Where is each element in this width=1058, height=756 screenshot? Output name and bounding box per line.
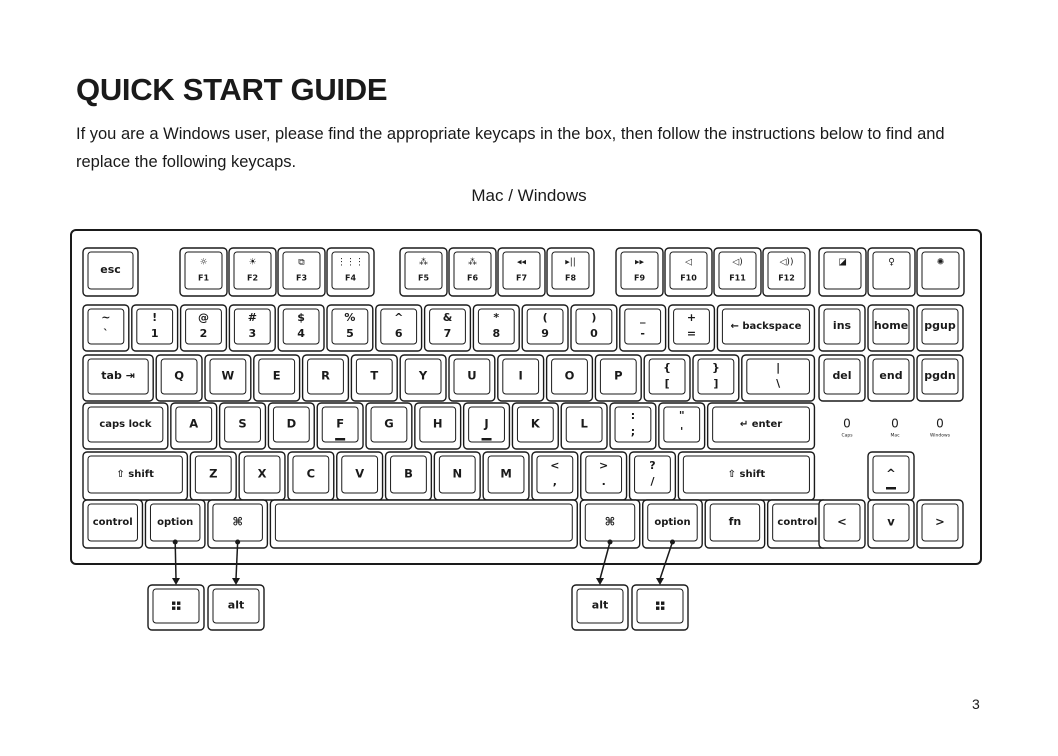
key-v [337,452,383,500]
key-legend: del [832,369,852,382]
indicator-label: Caps [841,433,853,439]
key-backtick [83,305,129,351]
key-8 [473,305,519,351]
key-f12 [763,248,810,296]
key-legend: T [370,368,379,383]
key-top-legend: _ [639,311,646,324]
key-9 [522,305,568,351]
key-mic [868,248,915,296]
key-fn [705,500,764,548]
key-s [220,403,266,449]
key-bottom-legend: 4 [297,327,305,340]
key-c [288,452,334,500]
key-legend: > [935,514,945,529]
key-rshift [678,452,814,500]
key-fn-legend: F9 [633,273,646,283]
key-space [270,500,577,548]
key-backslash [742,355,815,401]
key-3 [229,305,275,351]
indicator-symbol: 0 [936,416,944,431]
key-quote [659,403,705,449]
key-bottom-legend: 0 [590,327,598,340]
arrow-origin-dot [608,540,613,545]
key-legend: Q [174,368,184,383]
key-legend: C [306,466,316,481]
key-legend: control [92,517,133,528]
key-legend: A [189,416,199,431]
key-legend: E [272,368,281,383]
key-legend: end [879,369,903,382]
key-legend: L [580,416,588,431]
key-top-legend: * [493,311,500,324]
arrowhead-icon [172,578,180,585]
key-icon-legend: ✺ [936,257,945,268]
keycap-top [275,504,572,541]
key-top-legend: < [550,459,560,472]
key-n [434,452,480,500]
key-legend: R [321,368,330,383]
key-down [868,500,914,548]
key-top-legend: # [247,311,257,324]
key-legend: N [452,466,463,481]
key-ins [819,305,865,351]
key-6 [376,305,422,351]
key-legend: G [384,416,394,431]
key-f10 [665,248,712,296]
page-number: 3 [972,696,980,712]
key-legend: ⌘ [232,514,243,529]
indicator-label: Windows [929,433,951,439]
key-legend: U [467,368,477,383]
key-legend: V [355,466,365,481]
arrow-origin-dot [173,540,178,545]
key-legend: pgup [924,319,956,332]
key-1 [132,305,178,351]
indicator-symbol: 0 [891,416,899,431]
keycap-top [637,589,683,623]
key-0 [571,305,617,351]
key-f4 [327,248,374,296]
key-legend: fn [728,515,742,528]
replacement-key-win-left [148,585,204,630]
key-b [386,452,432,500]
key-y [400,355,446,401]
layout-subtitle: Mac / Windows [471,186,587,205]
replacement-key-alt-left [208,585,264,630]
key-fn-legend: F12 [778,273,795,283]
key-lcontrol [83,500,142,548]
key-icon-legend: ⁂ [419,257,428,268]
key-icon-legend: ◪ [838,257,847,268]
replacement-key-alt-right [572,585,628,630]
key-legend: ← backspace [730,321,802,332]
key-f [317,403,363,449]
key-fn-legend: F2 [246,273,259,283]
key-semicolon [610,403,656,449]
key-d [268,403,314,449]
key-legend: caps lock [99,419,152,430]
key-pgup [917,305,963,351]
key-period [581,452,627,500]
key-top-legend: @ [198,311,209,324]
key-top-legend: { [663,361,672,374]
key-f8 [547,248,594,296]
key-fn-legend: F3 [295,273,308,283]
key-top-legend: ! [152,311,158,324]
key-q [156,355,202,401]
key-o [547,355,593,401]
key-bottom-legend: 8 [492,327,501,340]
key-a [171,403,217,449]
key-p [595,355,641,401]
key-legend: Z [209,466,218,481]
key-legend: P [614,368,623,383]
key-top-legend: ( [542,311,548,324]
key-capslock [83,403,168,449]
key-top-legend: $ [297,311,305,324]
key-legend: option [654,517,691,528]
page-title: QUICK START GUIDE [76,72,388,107]
arrow-origin-dot [235,540,240,545]
key-icon-legend: ▸▸ [634,257,645,268]
key-up [868,452,914,500]
key-j [464,403,510,449]
key-rcontrol [768,500,827,548]
indicator-symbol: 0 [843,416,851,431]
key-lbracket [644,355,690,401]
homing-bump [482,438,492,441]
key-f11 [714,248,761,296]
key-backspace [717,305,814,351]
homing-bump [335,438,345,441]
key-e [254,355,300,401]
replacement-key-win-right [632,585,688,630]
key-icon-legend: ⋮⋮⋮ [337,257,364,268]
key-legend: ⌘ [604,514,616,529]
key-f9 [616,248,663,296]
key-legend: J [484,416,489,431]
key-legend: H [432,416,443,431]
key-legend: ↵ enter [739,419,783,430]
key-legend: < [837,514,847,529]
key-legend: K [530,416,540,431]
key-bottom-legend: [ [664,377,670,390]
key-w [205,355,251,401]
key-f7 [498,248,545,296]
key-bottom-legend: ` [103,327,109,340]
key-fn-legend: F7 [515,273,528,283]
key-legend: S [238,416,247,431]
key-top-legend: ? [649,459,656,472]
key-bottom-legend: 1 [150,327,159,340]
arrowhead-icon [232,578,240,585]
key-top-legend: : [630,409,636,422]
key-bottom-legend: 9 [541,327,549,340]
key-legend: option [157,517,194,528]
key-fn-legend: F6 [466,273,479,283]
key-fn-legend: F11 [729,273,746,283]
key-bottom-legend: / [650,475,655,488]
key-f1 [180,248,227,296]
key-rbracket [693,355,739,401]
key-l [561,403,607,449]
key-top-legend: > [599,459,609,472]
key-legend: Y [418,368,428,383]
key-legend: W [221,368,235,383]
key-legend: M [500,466,512,481]
up-key-bar [886,487,896,490]
key-equals [669,305,715,351]
key-top-legend: } [711,361,720,374]
key-top-legend: ~ [101,311,111,324]
key-icon-legend: ⁂ [468,257,477,268]
key-bottom-legend: , [552,475,557,488]
key-bottom-legend: ' [680,425,684,438]
key-m [483,452,529,500]
key-left [819,500,865,548]
key-f6 [449,248,496,296]
key-legend: v [887,514,895,529]
key-top-legend: % [344,311,356,324]
key-bottom-legend: 3 [248,327,257,340]
key-slash [630,452,676,500]
key-del [819,355,865,401]
key-icon-legend: ☀ [248,257,257,268]
key-k [512,403,558,449]
key-legend: X [257,466,267,481]
key-end [868,355,914,401]
key-fn-legend: F10 [680,273,697,283]
key-bottom-legend: 2 [199,327,208,340]
key-icon-legend: ◁) [732,257,743,268]
key-bottom-legend: - [640,327,645,340]
arrow-origin-dot [670,540,675,545]
key-z [190,452,236,500]
key-esc [83,248,138,296]
key-u [449,355,495,401]
key-fn-legend: F8 [564,273,577,283]
key-home [868,305,914,351]
key-bottom-legend: \ [776,377,781,390]
keycap-top [153,589,199,623]
key-tab [83,355,153,401]
key-screenshot [819,248,866,296]
key-icon-legend: ◁)) [779,257,794,268]
key-icon-legend: ♀ [888,257,895,268]
replacement-keycaps [148,585,688,630]
key-legend: O [564,368,575,383]
key-bottom-legend: = [686,327,697,340]
arrowhead-icon [596,578,604,585]
key-legend: ⇧ shift [116,469,154,480]
key-right [917,500,963,548]
key-fn-legend: F1 [197,273,210,283]
key-bottom-legend: ; [630,425,636,438]
key-5 [327,305,373,351]
key-legend: home [873,319,909,332]
key-legend: alt [227,598,245,612]
key-g [366,403,412,449]
key-f5 [400,248,447,296]
key-top-legend: & [442,311,453,324]
key-legend: esc [100,263,121,276]
key-i [498,355,544,401]
key-pgdn [917,355,963,401]
key-icon-legend: ⧉ [298,257,305,268]
key-f3 [278,248,325,296]
key-2 [181,305,227,351]
intro-paragraph: If you are a Windows user, please find the appropriate keycaps in the box, then follow the instructions below to find and replace the following keycaps. [76,125,945,171]
key-bottom-legend: . [601,475,606,488]
indicator-label: Mac [890,433,900,439]
key-legend: I [518,368,523,383]
key-bottom-legend: ] [713,377,719,390]
key-comma [532,452,578,500]
key-7 [425,305,471,351]
key-top-legend: + [686,311,697,324]
key-top-legend: ^ [394,311,404,324]
key-f2 [229,248,276,296]
key-bottom-legend: 7 [443,327,452,340]
key-legend: pgdn [924,369,956,382]
key-h [415,403,461,449]
key-legend: F [336,416,345,431]
key-legend: alt [591,598,609,612]
key-legend: control [777,517,818,528]
arrowhead-icon [656,578,664,585]
key-fn-legend: F4 [344,273,357,283]
key-4 [278,305,324,351]
key-legend: D [286,416,297,431]
key-t [351,355,397,401]
key-icon-legend: ▸|| [565,257,576,268]
key-light [917,248,964,296]
key-legend: ⇧ shift [727,469,766,480]
replacement-arrow-line [175,542,176,579]
indicator-mac [890,417,900,439]
key-legend: ^ [886,466,896,481]
key-bottom-legend: 5 [346,327,354,340]
key-icon-legend: ◁ [685,257,692,268]
key-legend: ins [832,319,852,332]
key-fn-legend: F5 [417,273,430,283]
key-lshift [83,452,187,500]
key-x [239,452,285,500]
key-r [303,355,349,401]
key-top-legend: " [678,409,685,422]
key-bottom-legend: 6 [394,327,403,340]
key-top-legend: ) [591,311,597,324]
key-icon-legend: ◂◂ [516,257,527,268]
key-legend: B [404,466,413,481]
key-minus [620,305,666,351]
key-legend: tab ⇥ [101,369,135,382]
key-top-legend: | [776,361,781,374]
key-icon-legend: ☼ [199,257,208,268]
key-enter [708,403,815,449]
